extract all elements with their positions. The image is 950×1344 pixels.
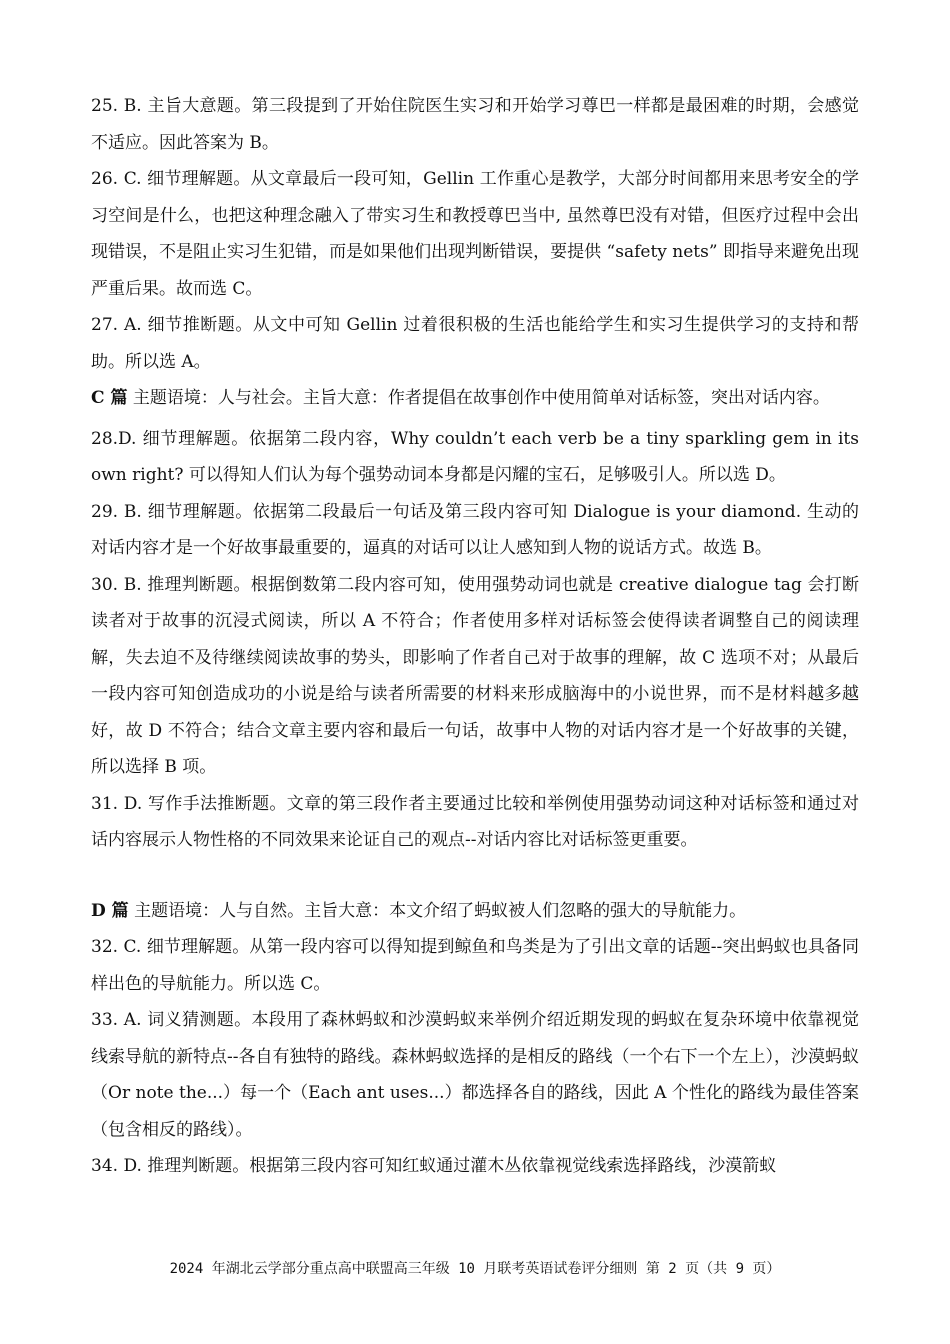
section-c-text: 主题语境：人与社会。主旨大意：作者提倡在故事创作中使用简单对话标签，突出对话内容。 [127, 388, 830, 408]
section-d-text: 主题语境：人与自然。主旨大意：本文介绍了蚂蚁被人们忽略的强大的导航能力。 [128, 900, 747, 921]
answer-28: 28.D. 细节理解题。依据第二段内容，Why couldn’t each verb be a tiny sparkling gem in its own right? 可以得知人们认为每个强势动词本身都是闪耀的宝石，足够吸引人。所以选 D。 [91, 428, 859, 485]
answer-explanations [91, 88, 859, 1185]
answer-34: 34. D. 推理判断题。根据第三段内容可知红蚁通过灌木丛依靠视觉线索选择路线，沙漠箭蚁 [91, 1156, 777, 1176]
answer-27: 27. A. 细节推断题。从文中可知 Gellin 过着很积极的生活也能给学生和实习生提供学习的支持和帮助。所以选 A。 [91, 315, 859, 372]
page-footer: 2024 年湖北云学部分重点高中联盟高三年级 10 月联考英语试卷评分细则 第 2 页（共 9 页） [169, 1261, 781, 1277]
answer-31: 31. D. 写作手法推断题。文章的第三段作者主要通过比较和举例使用强势动词这种对话标签和通过对话内容展示人物性格的不同效果来论证自己的观点--对话内容比对话标签更重要。 [91, 793, 859, 850]
section-c-intro [91, 380, 859, 417]
section-d-label: D 篇 [91, 900, 129, 921]
section-c-label: C 篇 [91, 388, 128, 408]
answer-30: 30. B. 推理判断题。根据倒数第二段内容可知，使用强势动词也就是 creative dialogue tag 会打断读者对于故事的沉浸式阅读，所以 A 不符合；作者使用多样对话标签会使得读者调整自己的阅读理解，失去迫不及待继续阅读故事的势头，即影响了作者自己对于故事的理解，故 C 选项不对；从最后一段内容可知创造成功的小说是给与读者所需要的材料来形成脑海中的小说世界，而不是材料越多越好，故 D 不符合；结合文章主要内容和最后一句话，故事中人物的对话内容才是一个好故事的关键，所以选择 B 项。 [91, 574, 859, 777]
answer-26: 26. C. 细节理解题。从文章最后一段可知，Gellin 工作重心是教学，大部分时间都用来思考安全的学习空间是什么，也把这种理念融入了带实习生和教授尊巴当中, 虽然尊巴没有对错，但医疗过程中会出现错误，不是阻止实习生犯错，而是如果他们出现判断错误，要提供 “safety nets” 即指导来避免出现严重后果。故而选 C。 [91, 169, 859, 299]
answer-29: 29. B. 细节理解题。依据第二段最后一句话及第三段内容可知 Dialogue is your diamond. 生动的对话内容才是一个好故事最重要的，逼真的对话可以让人感知到人物的说话方式。故选 B。 [91, 501, 859, 558]
answer-32: 32. C. 细节理解题。从第一段内容可以得知提到鲸鱼和鸟类是为了引出文章的话题--突出蚂蚁也具备同样出色的导航能力。所以选 C。 [91, 937, 859, 994]
section-d-intro [91, 893, 859, 930]
answer-25: 25. B. 主旨大意题。第三段提到了开始住院医生实习和开始学习尊巴一样都是最困难的时期，会感觉不适应。因此答案为 B。 [91, 96, 859, 153]
answer-33: 33. A. 词义猜测题。本段用了森林蚂蚁和沙漠蚂蚁来举例介绍近期发现的蚂蚁在复杂环境中依靠视觉线索导航的新特点--各自有独特的路线。森林蚂蚁选择的是相反的路线（一个右下一个左上），沙漠蚂蚁（Or note the...）每一个（Each ant uses...）都选择各自的路线，因此 A 个性化的路线为最佳答案（包含相反的路线）。 [91, 1010, 859, 1140]
